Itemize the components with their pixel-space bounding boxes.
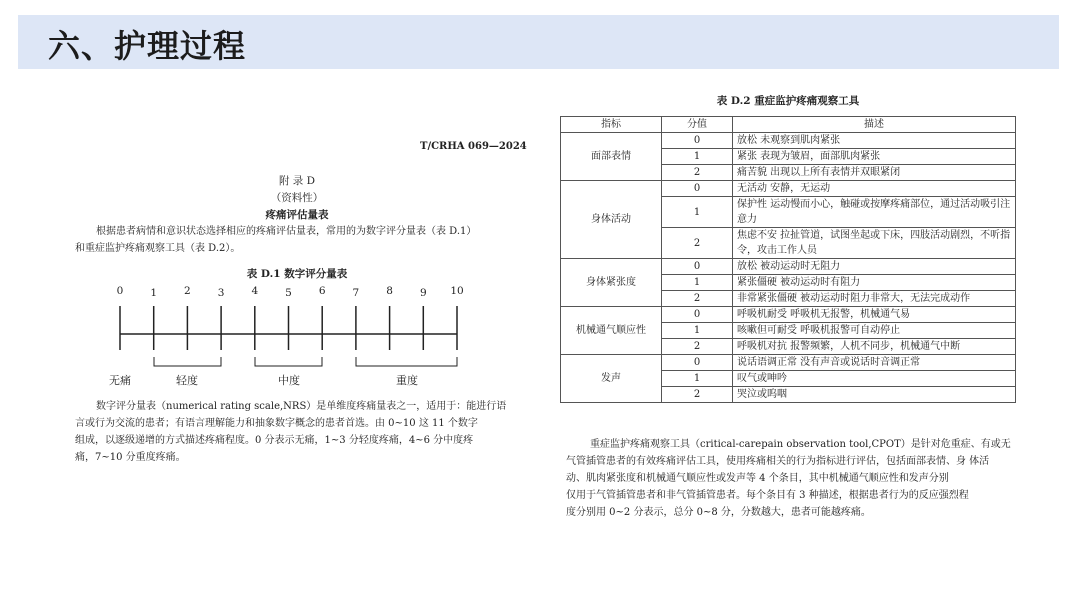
nrs-desc-line-4: 痛，7~10 分重度疼痛。 <box>75 452 186 463</box>
scale-number: 10 <box>450 285 464 297</box>
group-label-severe: 重度 <box>396 374 418 387</box>
score-cell: 1 <box>662 371 733 387</box>
indicator-cell: 身体紧张度 <box>561 259 662 307</box>
description-cell: 放松 未观察到肌肉紧张 <box>733 133 1016 149</box>
description-cell: 说话语调正常 没有声音或说话时音调正常 <box>733 355 1016 371</box>
scale-number: 2 <box>184 285 191 297</box>
description-cell: 放松 被动运动时无阻力 <box>733 259 1016 275</box>
score-cell: 0 <box>662 133 733 149</box>
bracket-mild <box>154 357 221 366</box>
description-cell: 呼吸机对抗 报警频繁，人机不同步，机械通气中断 <box>733 339 1016 355</box>
indicator-cell: 发声 <box>561 355 662 403</box>
scale-number: 5 <box>285 287 292 299</box>
header-score: 分值 <box>662 117 733 133</box>
description-cell: 咳嗽但可耐受 呼吸机报警可自动停止 <box>733 323 1016 339</box>
title-banner <box>18 15 1059 69</box>
cpot-desc-line-1: 重症监护疼痛观察工具（critical-carepain observation tool,CPOT）是针对危重症、有或无 <box>590 439 1011 450</box>
table-header-row <box>561 117 1016 133</box>
description-cell: 紧张 表现为皱眉，面部肌肉紧张 <box>733 149 1016 165</box>
appendix-type: （资料性） <box>270 192 324 204</box>
description-cell: 焦虑不安 拉扯管道，试图坐起或下床，四肢活动剧烈，不听指令，攻击工作人员 <box>733 228 1016 259</box>
score-cell: 1 <box>662 197 733 228</box>
cpot-desc-line-4: 仅用于气管插管患者和非气管插管患者。每个条目有 3 种描述，根据患者行为的反应强烈程 <box>566 490 969 501</box>
group-label-mild: 轻度 <box>176 374 198 387</box>
description-cell: 非常紧张僵硬 被动运动时阻力非常大，无法完成动作 <box>733 291 1016 307</box>
table-row <box>561 181 1016 197</box>
score-cell: 1 <box>662 149 733 165</box>
description-cell: 保护性 运动慢而小心，触碰或按摩疼痛部位，通过活动吸引注意力 <box>733 197 1016 228</box>
nrs-desc-line-1: 数字评分量表（numerical rating scale,NRS）是单维度疼痛量表之一，适用于：能进行语 <box>96 401 507 412</box>
scale-number: 4 <box>251 285 259 297</box>
scale-number: 7 <box>352 287 360 299</box>
table-row <box>561 259 1016 275</box>
score-cell: 0 <box>662 181 733 197</box>
section-title: 疼痛评估量表 <box>265 209 329 221</box>
score-cell: 1 <box>662 275 733 291</box>
cpot-desc-line-5: 度分别用 0~2 分表示，总分 0~8 分，分数越大，患者可能越疼痛。 <box>566 507 871 518</box>
table-row <box>561 307 1016 323</box>
score-cell: 1 <box>662 323 733 339</box>
scale-number: 0 <box>116 285 124 297</box>
scale-number: 6 <box>318 285 326 297</box>
score-cell: 2 <box>662 228 733 259</box>
score-cell: 2 <box>662 165 733 181</box>
document-number: T/CRHA 069—2024 <box>420 141 527 152</box>
table-row <box>561 133 1016 149</box>
group-label-none: 无痛 <box>109 374 131 387</box>
indicator-cell: 机械通气顺应性 <box>561 307 662 355</box>
score-cell: 2 <box>662 339 733 355</box>
group-label-moderate: 中度 <box>278 374 300 387</box>
header-description: 描述 <box>733 117 1016 133</box>
cpot-table <box>560 116 1016 403</box>
indicator-cell: 身体活动 <box>561 181 662 259</box>
cpot-desc-line-3: 动、肌肉紧张度和机械通气顺应性或发声等 4 个条目，其中机械通气顺应性和发声分别 <box>566 473 949 484</box>
score-cell: 0 <box>662 259 733 275</box>
score-cell: 2 <box>662 291 733 307</box>
page-title: 六、护理过程 <box>48 27 247 65</box>
cpot-table-title: 表 D.2 重症监护疼痛观察工具 <box>716 95 860 107</box>
nrs-desc-line-2: 言或行为交流的患者；有语言理解能力和抽象数字概念的患者首选。由 0~10 这 11 个数字 <box>75 418 478 429</box>
scale-number: 8 <box>386 285 393 297</box>
nrs-table-title: 表 D.1 数字评分量表 <box>246 268 348 280</box>
indicator-cell: 面部表情 <box>561 133 662 181</box>
description-cell: 哭泣或呜咽 <box>733 387 1016 403</box>
description-cell: 呼吸机耐受 呼吸机无报警，机械通气易 <box>733 307 1016 323</box>
score-cell: 2 <box>662 387 733 403</box>
score-cell: 0 <box>662 355 733 371</box>
scale-number: 3 <box>217 287 225 299</box>
scale-number: 1 <box>150 287 158 299</box>
description-cell: 无活动 安静，无运动 <box>733 181 1016 197</box>
description-cell: 叹气或呻吟 <box>733 371 1016 387</box>
table-row <box>561 355 1016 371</box>
description-cell: 痛苦貌 出现以上所有表情并双眼紧闭 <box>733 165 1016 181</box>
appendix-label: 附 录 D <box>278 175 316 187</box>
header-indicator: 指标 <box>561 117 662 133</box>
score-cell: 0 <box>662 307 733 323</box>
intro-line-1: 根据患者病情和意识状态选择相应的疼痛评估量表，常用的为数字评分量表（表 D.1） <box>96 226 477 237</box>
intro-line-2: 和重症监护疼痛观察工具（表 D.2）。 <box>75 243 241 254</box>
cpot-desc-line-2: 气管插管患者的有效疼痛评估工具，使用疼痛相关的行为指标进行评估，包括面部表情、身 体活 <box>566 456 990 467</box>
nrs-scale <box>100 280 480 392</box>
description-cell: 紧张僵硬 被动运动时有阻力 <box>733 275 1016 291</box>
bracket-moderate <box>255 357 322 366</box>
nrs-desc-line-3: 组成，以逐级递增的方式描述疼痛程度。0 分表示无痛，1~3 分轻度疼痛，4~6 分中度疼 <box>75 435 474 446</box>
bracket-severe <box>356 357 457 366</box>
scale-number: 9 <box>419 287 427 299</box>
